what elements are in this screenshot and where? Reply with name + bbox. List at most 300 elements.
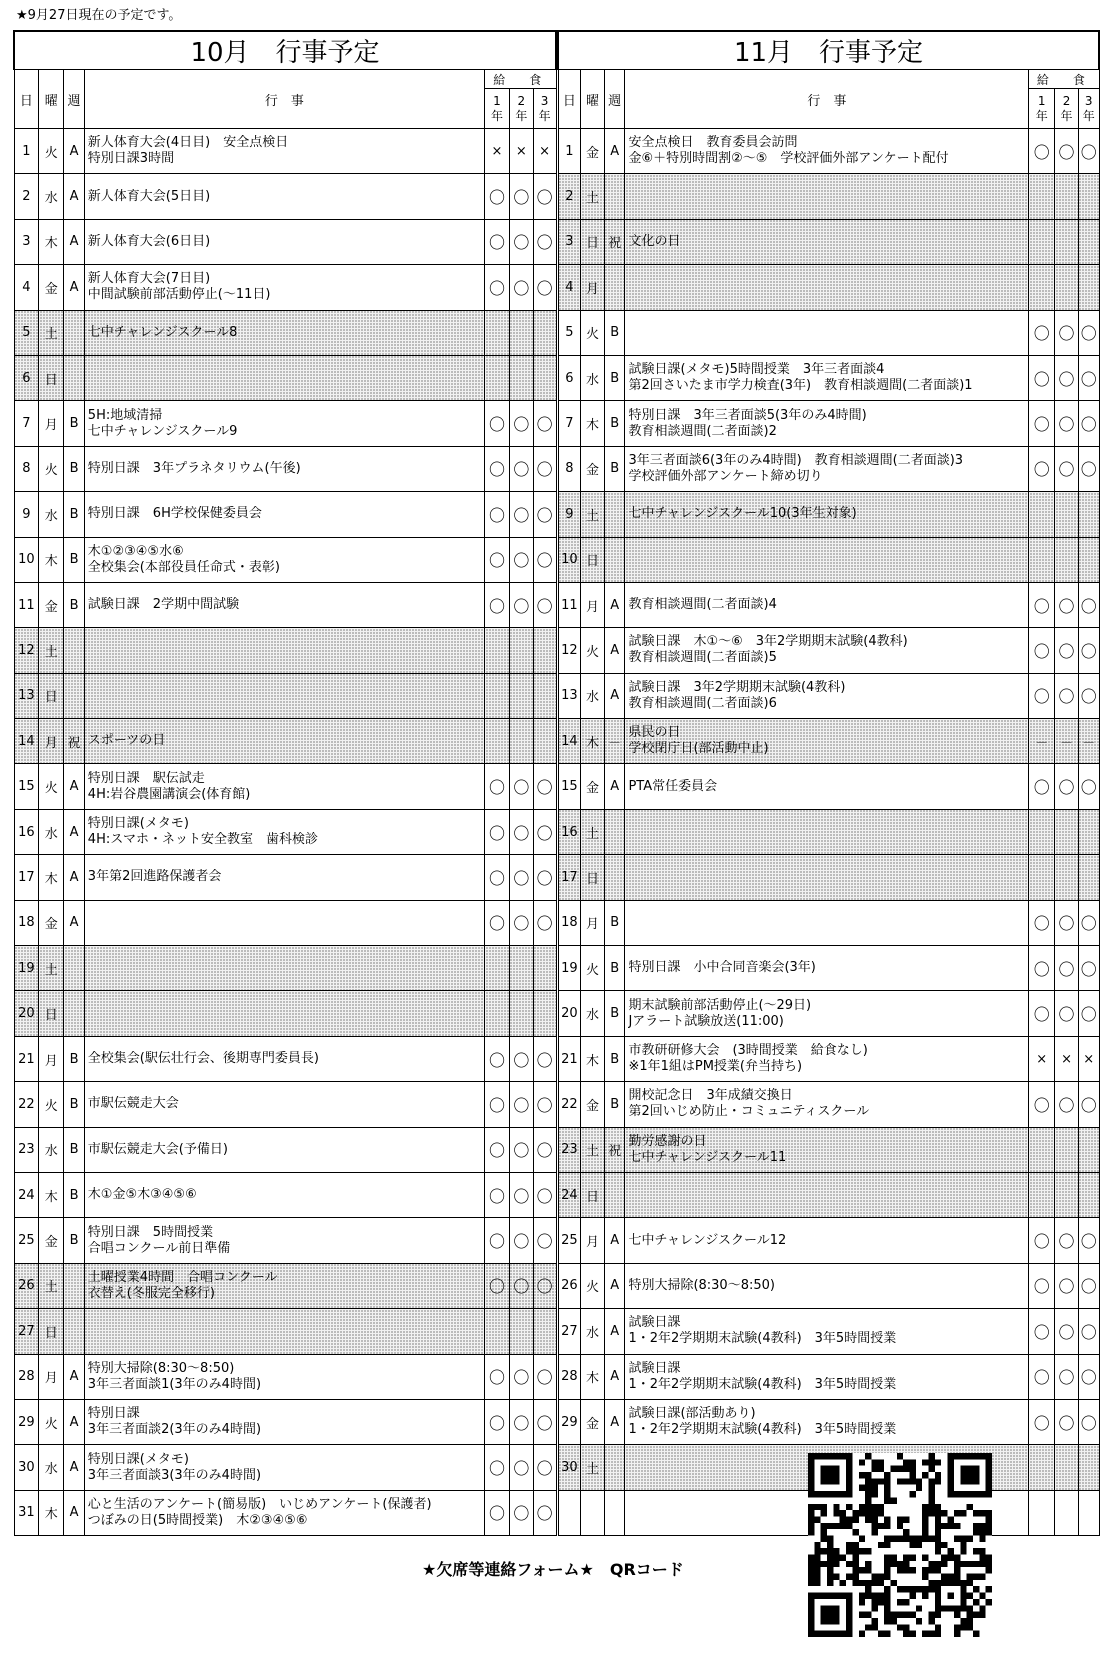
- lunch-grade-1-cell: 〇: [485, 1490, 510, 1535]
- weekday-cell: 木: [581, 401, 605, 446]
- events-cell: [625, 1036, 1029, 1081]
- lunch-grade-1-cell: 〇: [485, 401, 510, 446]
- table-row: [14, 719, 556, 764]
- event-line: 試験日課 2学期中間試験: [87, 597, 240, 613]
- events-cell: [625, 537, 1029, 582]
- events-cell: [625, 310, 1029, 355]
- day-cell: 30: [558, 1445, 581, 1490]
- day-cell: 6: [558, 355, 581, 400]
- lunch-grade-3-cell: 〇: [533, 764, 556, 809]
- week-cell: B: [604, 401, 625, 446]
- events-cell: [625, 809, 1029, 854]
- day-cell: 13: [14, 673, 39, 718]
- lunch-grade-3-cell: 〇: [533, 401, 556, 446]
- lunch-grade-2-cell: 〇: [509, 492, 533, 537]
- event-line: 新人体育大会(6日目): [87, 233, 211, 249]
- week-cell: －: [604, 719, 625, 764]
- day-cell: 12: [14, 628, 39, 673]
- lunch-grade-2-cell: [1055, 1445, 1079, 1490]
- day-cell: 12: [558, 628, 581, 673]
- event-line: 1・2年2学期期末試験(4教科) 3年5時間授業: [628, 1376, 897, 1392]
- events-cell: [625, 673, 1029, 718]
- weekday-header: 曜: [39, 70, 64, 129]
- weekday-cell: 火: [581, 946, 605, 991]
- lunch-grade-2-cell: [509, 991, 533, 1036]
- day-cell: 28: [558, 1354, 581, 1399]
- table-row: [558, 1263, 1099, 1308]
- lunch-grade-1-cell: 〇: [485, 900, 510, 945]
- lunch-grade-2-cell: 〇: [509, 1445, 533, 1490]
- table-row: [14, 355, 556, 400]
- weekday-cell: 木: [39, 1172, 64, 1217]
- week-cell: A: [64, 1445, 85, 1490]
- lunch-grade-2-cell: 〇: [509, 1127, 533, 1172]
- lunch-grade-1-cell: 〇: [1029, 355, 1055, 400]
- table-row: [14, 1263, 556, 1308]
- day-cell: 6: [14, 355, 39, 400]
- week-cell: A: [64, 900, 85, 945]
- day-cell: 23: [14, 1127, 39, 1172]
- lunch-grade-3-cell: 〇: [533, 582, 556, 627]
- event-line: つぼみの日(5時間授業) 木②③④⑤⑥: [87, 1512, 308, 1528]
- table-row: [14, 401, 556, 446]
- table-row: [558, 719, 1099, 764]
- lunch-grade-1-cell: 〇: [485, 582, 510, 627]
- lunch-grade-3-cell: 〇: [1078, 673, 1099, 718]
- day-cell: 17: [558, 855, 581, 900]
- events-cell: [625, 174, 1029, 219]
- lunch-grade-2-cell: [1055, 537, 1079, 582]
- weekday-cell: 土: [581, 174, 605, 219]
- table-row: [558, 492, 1099, 537]
- events-cell: [84, 628, 484, 673]
- week-cell: [64, 1309, 85, 1354]
- table-row: [14, 129, 556, 174]
- event-line: 全校集会(駅伝壮行会、後期専門委員長): [87, 1051, 319, 1066]
- qr-code: [808, 1453, 992, 1637]
- week-header: 週: [604, 70, 625, 129]
- table-row: [14, 1218, 556, 1263]
- weekday-cell: 月: [581, 1218, 605, 1263]
- weekday-cell: 日: [39, 1309, 64, 1354]
- week-cell: [604, 1490, 625, 1535]
- event-line: 全校集会(本部役員任命式・表彰): [87, 559, 280, 575]
- lunch-grade-1-cell: 〇: [1029, 1354, 1055, 1399]
- table-row: [558, 673, 1099, 718]
- lunch-grade-3-cell: 〇: [1078, 129, 1099, 174]
- month-title: 11月 行事予定: [558, 31, 1099, 70]
- event-line: 4H:岩谷農園講演会(体育館): [87, 786, 251, 802]
- weekday-cell: 土: [39, 1263, 64, 1308]
- lunch-grade-2-cell: [1055, 174, 1079, 219]
- lunch-grade-3-cell: 〇: [533, 1172, 556, 1217]
- lunch-grade-1-cell: 〇: [485, 265, 510, 310]
- week-cell: B: [64, 492, 85, 537]
- weekday-cell: 金: [581, 129, 605, 174]
- lunch-grade-2-cell: 〇: [509, 537, 533, 582]
- day-cell: 13: [558, 673, 581, 718]
- table-row: [14, 1309, 556, 1354]
- lunch-grade-2-cell: 〇: [509, 1082, 533, 1127]
- week-cell: B: [604, 991, 625, 1036]
- lunch-grade-2-cell: 〇: [1055, 129, 1079, 174]
- grade-3-header: 3 年: [533, 89, 556, 129]
- week-cell: [604, 809, 625, 854]
- lunch-grade-3-cell: [1078, 492, 1099, 537]
- weekday-cell: 火: [581, 628, 605, 673]
- weekday-cell: 月: [581, 265, 605, 310]
- event-line: 七中チャレンジスクール11: [628, 1149, 787, 1165]
- events-cell: [625, 900, 1029, 945]
- lunch-grade-3-cell: 〇: [1078, 446, 1099, 491]
- weekday-cell: 金: [581, 1399, 605, 1444]
- table-row: [14, 492, 556, 537]
- week-cell: [64, 991, 85, 1036]
- lunch-grade-2-cell: 〇: [509, 1354, 533, 1399]
- events-cell: [625, 946, 1029, 991]
- lunch-grade-1-cell: 〇: [485, 219, 510, 264]
- lunch-grade-1-cell: 〇: [1029, 1218, 1055, 1263]
- table-row: [558, 310, 1099, 355]
- event-line: 特別日課 駅伝試走: [87, 770, 205, 786]
- weekday-cell: 金: [581, 446, 605, 491]
- lunch-grade-3-cell: [533, 991, 556, 1036]
- lunch-grade-2-cell: 〇: [1055, 1082, 1079, 1127]
- events-cell: [84, 355, 484, 400]
- week-cell: A: [64, 265, 85, 310]
- lunch-grade-1-cell: [1029, 537, 1055, 582]
- lunch-grade-1-cell: 〇: [1029, 401, 1055, 446]
- events-cell: [625, 991, 1029, 1036]
- day-cell: 30: [14, 1445, 39, 1490]
- day-cell: 7: [558, 401, 581, 446]
- event-line: 新人体育大会(5日目): [87, 188, 211, 204]
- lunch-grade-2-cell: 〇: [509, 764, 533, 809]
- lunch-grade-1-cell: 〇: [1029, 310, 1055, 355]
- lunch-grade-3-cell: [1078, 855, 1099, 900]
- weekday-cell: 水: [581, 673, 605, 718]
- events-cell: [625, 1399, 1029, 1444]
- event-line: 3年三者面談6(3年のみ4時間) 教育相談週間(二者面談)3: [628, 452, 964, 468]
- lunch-grade-3-cell: 〇: [533, 1218, 556, 1263]
- table-row: [14, 628, 556, 673]
- week-cell: 祝: [64, 719, 85, 764]
- weekday-cell: 日: [581, 537, 605, 582]
- day-cell: 9: [14, 492, 39, 537]
- lunch-grade-3-cell: 〇: [1078, 355, 1099, 400]
- weekday-cell: 月: [581, 900, 605, 945]
- event-line: 安全点検日 教育委員会訪問: [628, 135, 798, 151]
- week-cell: B: [64, 1082, 85, 1127]
- lunch-grade-3-cell: 〇: [1078, 1082, 1099, 1127]
- events-cell: [84, 991, 484, 1036]
- lunch-grade-3-cell: 〇: [1078, 628, 1099, 673]
- weekday-cell: 木: [581, 1036, 605, 1081]
- lunch-grade-2-cell: 〇: [1055, 446, 1079, 491]
- event-line: 木①②③④⑤水⑥: [87, 543, 184, 559]
- weekday-cell: 火: [581, 310, 605, 355]
- lunch-grade-2-cell: 〇: [1055, 900, 1079, 945]
- day-cell: 1: [14, 129, 39, 174]
- lunch-grade-2-cell: 〇: [509, 265, 533, 310]
- table-row: [558, 401, 1099, 446]
- events-cell: [84, 673, 484, 718]
- lunch-grade-3-cell: 〇: [1078, 582, 1099, 627]
- event-line: 木①金⑤木③④⑤⑥: [87, 1187, 197, 1203]
- events-cell: [625, 719, 1029, 764]
- lunch-grade-3-cell: [1078, 1172, 1099, 1217]
- day-cell: 16: [558, 809, 581, 854]
- week-cell: A: [604, 673, 625, 718]
- weekday-cell: 月: [581, 582, 605, 627]
- lunch-grade-1-cell: 〇: [1029, 673, 1055, 718]
- weekday-cell: 火: [581, 1263, 605, 1308]
- lunch-grade-3-cell: 〇: [1078, 1354, 1099, 1399]
- events-cell: [625, 355, 1029, 400]
- week-cell: [64, 355, 85, 400]
- lunch-grade-1-cell: [1029, 809, 1055, 854]
- lunch-grade-1-cell: 〇: [485, 855, 510, 900]
- lunch-grade-3-cell: 〇: [1078, 991, 1099, 1036]
- event-line: 教育相談週間(二者面談)4: [628, 597, 777, 613]
- lunch-grade-1-cell: 〇: [1029, 900, 1055, 945]
- weekday-cell: 日: [39, 673, 64, 718]
- event-line: 七中チャレンジスクール8: [87, 324, 238, 340]
- event-line: 勤労感謝の日: [628, 1133, 707, 1149]
- lunch-grade-1-cell: 〇: [485, 1082, 510, 1127]
- weekday-cell: 火: [39, 446, 64, 491]
- event-line: 合唱コンクール前日準備: [87, 1240, 231, 1256]
- table-row: [14, 1490, 556, 1535]
- week-cell: B: [604, 355, 625, 400]
- lunch-grade-3-cell: 〇: [533, 1263, 556, 1308]
- week-cell: A: [64, 1490, 85, 1535]
- weekday-cell: 水: [39, 1127, 64, 1172]
- weekday-cell: 月: [39, 1036, 64, 1081]
- lunch-grade-1-cell: [485, 1309, 510, 1354]
- lunch-grade-3-cell: 〇: [533, 1036, 556, 1081]
- lunch-grade-2-cell: [509, 355, 533, 400]
- lunch-grade-2-cell: [1055, 855, 1079, 900]
- events-cell: [84, 1082, 484, 1127]
- table-row: [558, 764, 1099, 809]
- events-cell: [84, 174, 484, 219]
- lunch-grade-1-cell: 〇: [485, 1036, 510, 1081]
- table-row: [14, 174, 556, 219]
- event-line: 第2回いじめ防止・コミュニティスクール: [628, 1104, 870, 1120]
- lunch-grade-3-cell: －: [1078, 719, 1099, 764]
- table-row: [14, 446, 556, 491]
- week-cell: A: [64, 764, 85, 809]
- day-cell: 16: [14, 809, 39, 854]
- week-cell: [64, 946, 85, 991]
- lunch-grade-1-cell: [1029, 1445, 1055, 1490]
- events-cell: [625, 446, 1029, 491]
- lunch-grade-2-cell: 〇: [1055, 1399, 1079, 1444]
- weekday-cell: 月: [39, 1354, 64, 1399]
- lunch-grade-2-cell: 〇: [1055, 1354, 1079, 1399]
- lunch-grade-2-cell: 〇: [509, 1490, 533, 1535]
- events-cell: [625, 219, 1029, 264]
- lunch-grade-1-cell: [1029, 1127, 1055, 1172]
- week-cell: [64, 310, 85, 355]
- lunch-grade-3-cell: [1078, 1490, 1099, 1535]
- event-line: ※1年1組はPM授業(弁当持ち): [628, 1059, 803, 1074]
- week-cell: A: [64, 219, 85, 264]
- events-cell: [84, 1127, 484, 1172]
- table-row: [14, 219, 556, 264]
- day-cell: 2: [558, 174, 581, 219]
- day-cell: 20: [14, 991, 39, 1036]
- lunch-grade-2-cell: 〇: [509, 401, 533, 446]
- weekday-cell: 金: [581, 764, 605, 809]
- day-cell: 18: [558, 900, 581, 945]
- lunch-grade-3-cell: 〇: [533, 1354, 556, 1399]
- lunch-grade-2-cell: 〇: [1055, 628, 1079, 673]
- weekday-cell: 金: [39, 900, 64, 945]
- week-cell: B: [64, 582, 85, 627]
- lunch-grade-1-cell: 〇: [485, 537, 510, 582]
- week-cell: B: [604, 1082, 625, 1127]
- events-cell: [84, 1445, 484, 1490]
- table-row: [558, 628, 1099, 673]
- weekday-cell: 火: [39, 1399, 64, 1444]
- lunch-grade-2-cell: 〇: [1055, 991, 1079, 1036]
- lunch-grade-2-cell: 〇: [509, 1036, 533, 1081]
- lunch-grade-1-cell: 〇: [1029, 946, 1055, 991]
- events-cell: [84, 1490, 484, 1535]
- lunch-grade-2-cell: 〇: [1055, 310, 1079, 355]
- grade-2-header: 2 年: [509, 89, 533, 129]
- status-note: ★9月27日現在の予定です。: [16, 8, 182, 23]
- lunch-grade-1-cell: 〇: [1029, 1263, 1055, 1308]
- week-cell: [64, 673, 85, 718]
- lunch-grade-1-cell: [1029, 492, 1055, 537]
- lunch-grade-2-cell: 〇: [1055, 401, 1079, 446]
- week-cell: A: [64, 174, 85, 219]
- lunch-grade-1-cell: 〇: [485, 446, 510, 491]
- lunch-grade-1-cell: 〇: [485, 809, 510, 854]
- day-cell: 2: [14, 174, 39, 219]
- lunch-grade-1-cell: 〇: [1029, 582, 1055, 627]
- weekday-cell: 火: [39, 764, 64, 809]
- day-cell: 11: [558, 582, 581, 627]
- table-row: [558, 174, 1099, 219]
- lunch-grade-3-cell: ×: [1078, 1036, 1099, 1081]
- weekday-cell: 土: [581, 492, 605, 537]
- lunch-grade-2-cell: [1055, 1490, 1079, 1535]
- lunch-grade-2-cell: 〇: [509, 855, 533, 900]
- event-line: 試験日課 3年2学期期末試験(4教科): [628, 679, 846, 695]
- lunch-grade-1-cell: ×: [1029, 1036, 1055, 1081]
- table-row: [14, 265, 556, 310]
- week-cell: A: [604, 129, 625, 174]
- lunch-grade-1-cell: 〇: [1029, 628, 1055, 673]
- lunch-grade-3-cell: 〇: [533, 855, 556, 900]
- weekday-cell: 火: [39, 1082, 64, 1127]
- weekday-cell: 木: [39, 1490, 64, 1535]
- events-cell: [84, 1399, 484, 1444]
- weekday-cell: 水: [581, 355, 605, 400]
- event-line: 特別日課: [87, 1406, 140, 1422]
- weekday-cell: 木: [39, 219, 64, 264]
- event-line: 教育相談週間(二者面談)2: [628, 423, 777, 439]
- week-cell: [604, 492, 625, 537]
- table-row: [558, 219, 1099, 264]
- event-line: 1・2年2学期期末試験(4教科) 3年5時間授業: [628, 1422, 897, 1438]
- events-cell: [84, 219, 484, 264]
- weekday-cell: 土: [581, 809, 605, 854]
- week-header: 週: [64, 70, 85, 129]
- events-cell: [84, 719, 484, 764]
- lunch-grade-2-cell: 〇: [509, 446, 533, 491]
- events-cell: [84, 1172, 484, 1217]
- lunch-grade-2-cell: 〇: [509, 1218, 533, 1263]
- event-line: 第2回さいたま市学力検査(3年) 教育相談週間(二者面談)1: [628, 378, 973, 394]
- weekday-cell: 日: [581, 855, 605, 900]
- events-cell: [625, 1172, 1029, 1217]
- event-line: 試験日課(部活動あり): [628, 1406, 756, 1422]
- day-cell: 21: [14, 1036, 39, 1081]
- table-row: [14, 1082, 556, 1127]
- lunch-grade-2-cell: [1055, 809, 1079, 854]
- event-line: 特別日課 5時間授業: [87, 1224, 214, 1240]
- event-line: 3年第2回進路保護者会: [87, 869, 222, 885]
- week-cell: A: [64, 1399, 85, 1444]
- table-row: [14, 809, 556, 854]
- table-row: [558, 355, 1099, 400]
- week-cell: B: [64, 1218, 85, 1263]
- weekday-cell: 月: [39, 719, 64, 764]
- lunch-grade-2-cell: 〇: [509, 174, 533, 219]
- day-cell: 17: [14, 855, 39, 900]
- lunch-grade-3-cell: 〇: [533, 492, 556, 537]
- weekday-cell: 水: [39, 174, 64, 219]
- day-cell: 11: [14, 582, 39, 627]
- events-header: 行 事: [84, 70, 484, 129]
- table-row: [14, 673, 556, 718]
- table-row: [558, 1036, 1099, 1081]
- week-cell: B: [64, 1036, 85, 1081]
- lunch-grade-1-cell: ×: [485, 129, 510, 174]
- day-cell: 19: [558, 946, 581, 991]
- header-row: [558, 70, 1099, 89]
- lunch-grade-3-cell: 〇: [533, 1399, 556, 1444]
- month-title: 10月 行事予定: [14, 31, 556, 70]
- lunch-grade-1-cell: [485, 310, 510, 355]
- qr-label: ★欠席等連絡フォーム★ QRコード: [422, 1560, 684, 1579]
- lunch-grade-2-cell: [1055, 219, 1079, 264]
- day-cell: 8: [14, 446, 39, 491]
- weekday-cell: 木: [581, 719, 605, 764]
- lunch-grade-2-cell: ×: [509, 129, 533, 174]
- week-cell: A: [604, 1354, 625, 1399]
- event-line: 中間試験前部活動停止(～11日): [87, 287, 271, 303]
- lunch-grade-2-cell: 〇: [1055, 764, 1079, 809]
- event-line: 市駅伝競走大会(予備日): [87, 1141, 228, 1157]
- event-line: 5H:地域清掃: [87, 407, 163, 423]
- event-line: 市教研研修大会 (3時間授業 給食なし): [628, 1043, 868, 1058]
- events-cell: [84, 946, 484, 991]
- lunch-grade-2-cell: 〇: [1055, 582, 1079, 627]
- lunch-grade-3-cell: 〇: [533, 1082, 556, 1127]
- table-row: [14, 991, 556, 1036]
- lunch-grade-3-cell: [533, 628, 556, 673]
- lunch-grade-3-cell: [1078, 537, 1099, 582]
- event-line: 3年三者面談2(3年のみ4時間): [87, 1422, 262, 1438]
- event-line: 試験日課 木①～⑥ 3年2学期期末試験(4教科): [628, 634, 908, 650]
- lunch-grade-3-cell: [533, 310, 556, 355]
